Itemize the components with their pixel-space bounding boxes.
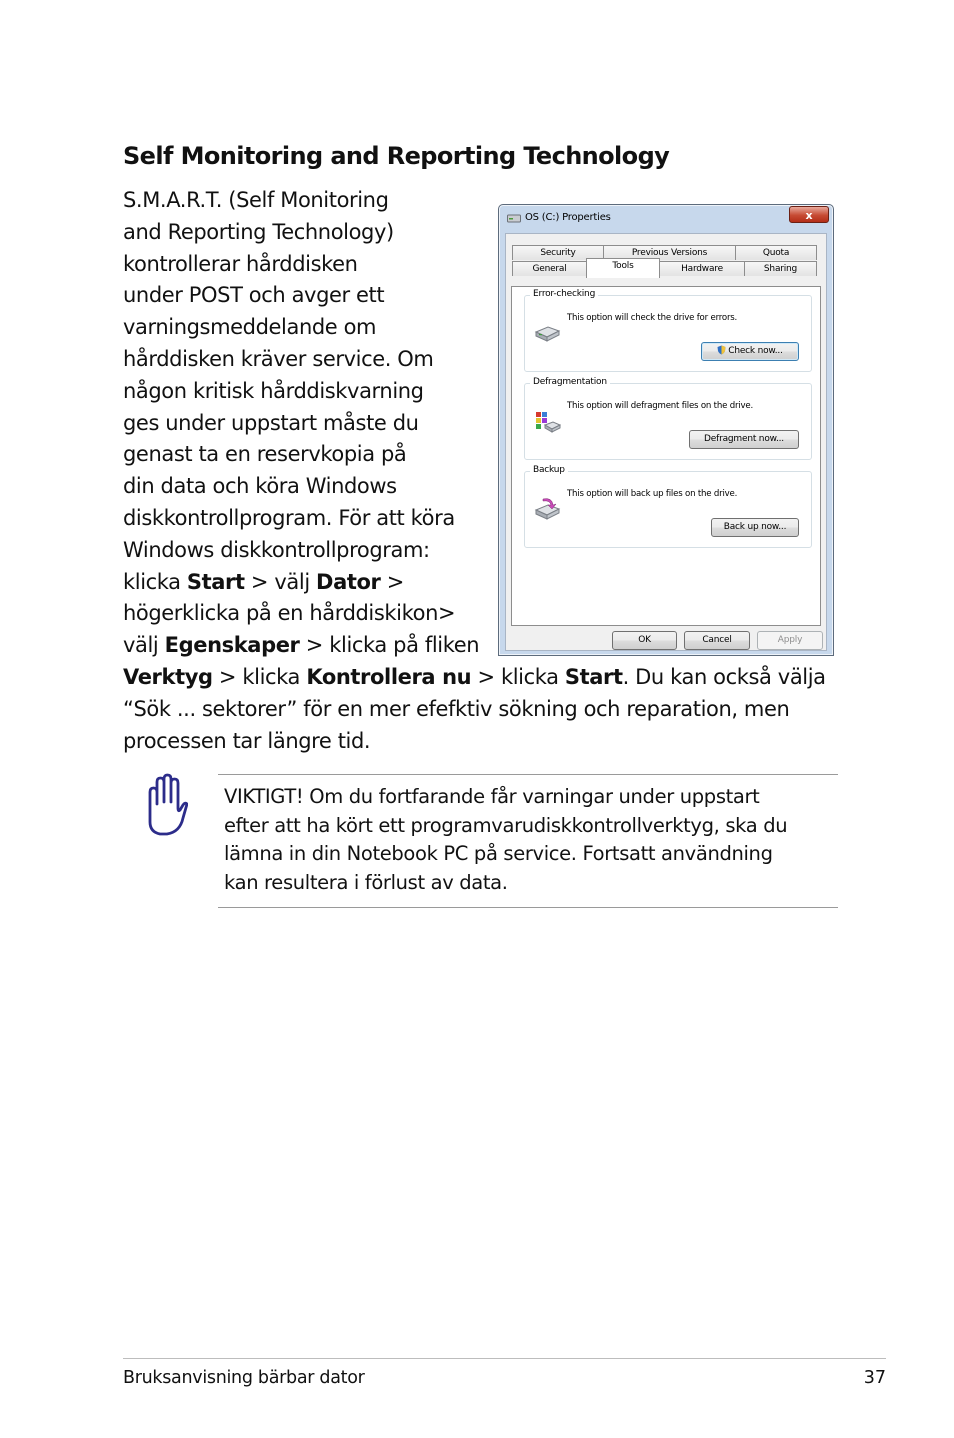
body-line: processen tar längre tid.	[123, 728, 371, 753]
defragment-now-button[interactable]: Defragment now...	[689, 430, 799, 449]
cancel-button[interactable]: Cancel	[684, 631, 750, 650]
group-label: Error-checking	[530, 289, 598, 299]
notice-line: kan resultera i förlust av data.	[224, 871, 508, 895]
body-text-run: välj	[123, 633, 165, 658]
backup-group	[524, 465, 812, 548]
notice-line: lämna in din Notebook PC på service. Fortsatt användning	[224, 842, 773, 866]
bold-term-dator: Dator	[316, 569, 381, 594]
dialog-title: OS (C:) Properties	[525, 212, 611, 223]
tab-hardware[interactable]: Hardware	[659, 261, 745, 276]
body-line: and Reporting Technology)	[123, 219, 394, 244]
close-icon: x	[805, 209, 813, 222]
body-line: “Sök ... sektorer” för en mer efefktiv sökning och reparation, men	[123, 696, 790, 721]
section-heading: Self Monitoring and Reporting Technology	[123, 142, 670, 170]
tab-security[interactable]: Security	[512, 245, 604, 260]
dialog-client	[505, 233, 827, 651]
defragment-icon	[533, 408, 561, 434]
drive-icon	[507, 213, 521, 223]
bold-term-kontrollera: Kontrollera nu	[306, 664, 472, 689]
body-text-run: > klicka på fliken	[299, 633, 480, 658]
group-description: This option will check the drive for errors.	[567, 313, 738, 323]
shield-icon	[717, 345, 726, 355]
bold-term-verktyg: Verktyg	[123, 664, 213, 689]
bold-term-start: Start	[186, 569, 245, 594]
error-checking-group	[524, 289, 812, 372]
body-line: under POST och avger ett	[123, 283, 385, 308]
page-number: 37	[863, 1368, 886, 1388]
bold-term-start2: Start	[564, 664, 623, 689]
dialog-titlebar	[499, 205, 833, 231]
body-line: hårddisken kräver service. Om	[123, 346, 434, 371]
body-text-run: > klicka	[471, 664, 565, 689]
body-text-run: . Du kan också välja	[622, 664, 826, 689]
tab-quota[interactable]: Quota	[735, 245, 817, 260]
notice-line: VIKTIGT! Om du fortfarande får varningar under uppstart	[224, 785, 760, 808]
body-text-run: > välj	[244, 569, 317, 594]
footer-rule	[123, 1358, 886, 1359]
body-line: högerklicka på en hårddiskikon>	[123, 601, 456, 626]
notice-line: efter att ha kört ett programvarudiskkontrollverktyg, ska du	[224, 813, 788, 837]
tab-sharing[interactable]: Sharing	[744, 261, 817, 276]
body-text-run: > klicka	[212, 664, 307, 689]
back-up-now-button[interactable]: Back up now...	[711, 518, 799, 537]
backup-icon	[533, 496, 561, 522]
warning-hand-icon	[140, 772, 188, 838]
ok-button[interactable]: OK	[612, 631, 677, 650]
body-line: S.M.A.R.T. (Self Monitoring	[123, 188, 389, 212]
body-line: Windows diskkontrollprogram:	[123, 537, 430, 562]
notice-top-rule	[218, 774, 838, 775]
group-label: Defragmentation	[530, 377, 610, 387]
tab-previous-versions[interactable]: Previous Versions	[603, 245, 736, 260]
button-label: Check now...	[728, 346, 783, 356]
properties-dialog	[498, 204, 834, 656]
group-description: This option will back up files on the drive.	[567, 489, 738, 499]
disk-check-icon	[533, 320, 561, 346]
body-line: din data och köra Windows	[123, 474, 397, 499]
tools-panel	[511, 286, 821, 626]
body-line: genast ta en reservkopia på	[123, 442, 407, 467]
footer-title: Bruksanvisning bärbar dator	[123, 1368, 365, 1388]
body-text-run: >	[380, 569, 404, 594]
apply-button[interactable]: Apply	[757, 631, 823, 650]
body-line: ges under uppstart måste du	[123, 410, 419, 435]
body-line: kontrollerar hårddisken	[123, 251, 358, 276]
body-line: varningsmeddelande om	[123, 315, 377, 340]
close-button[interactable]	[789, 206, 829, 223]
group-description: This option will defragment files on the drive.	[567, 401, 753, 411]
defragmentation-group	[524, 377, 812, 460]
body-text-run: klicka	[123, 569, 187, 594]
check-now-button[interactable]	[701, 342, 799, 361]
body-line: någon kritisk hårddiskvarning	[123, 378, 424, 403]
important-notice	[224, 783, 836, 898]
bold-term-egenskaper: Egenskaper	[164, 633, 300, 658]
body-line: diskkontrollprogram. För att köra	[123, 505, 455, 530]
group-label: Backup	[530, 465, 568, 475]
tab-general[interactable]: General	[512, 261, 587, 276]
notice-bottom-rule	[218, 907, 838, 908]
tab-tools[interactable]: Tools	[586, 258, 660, 278]
